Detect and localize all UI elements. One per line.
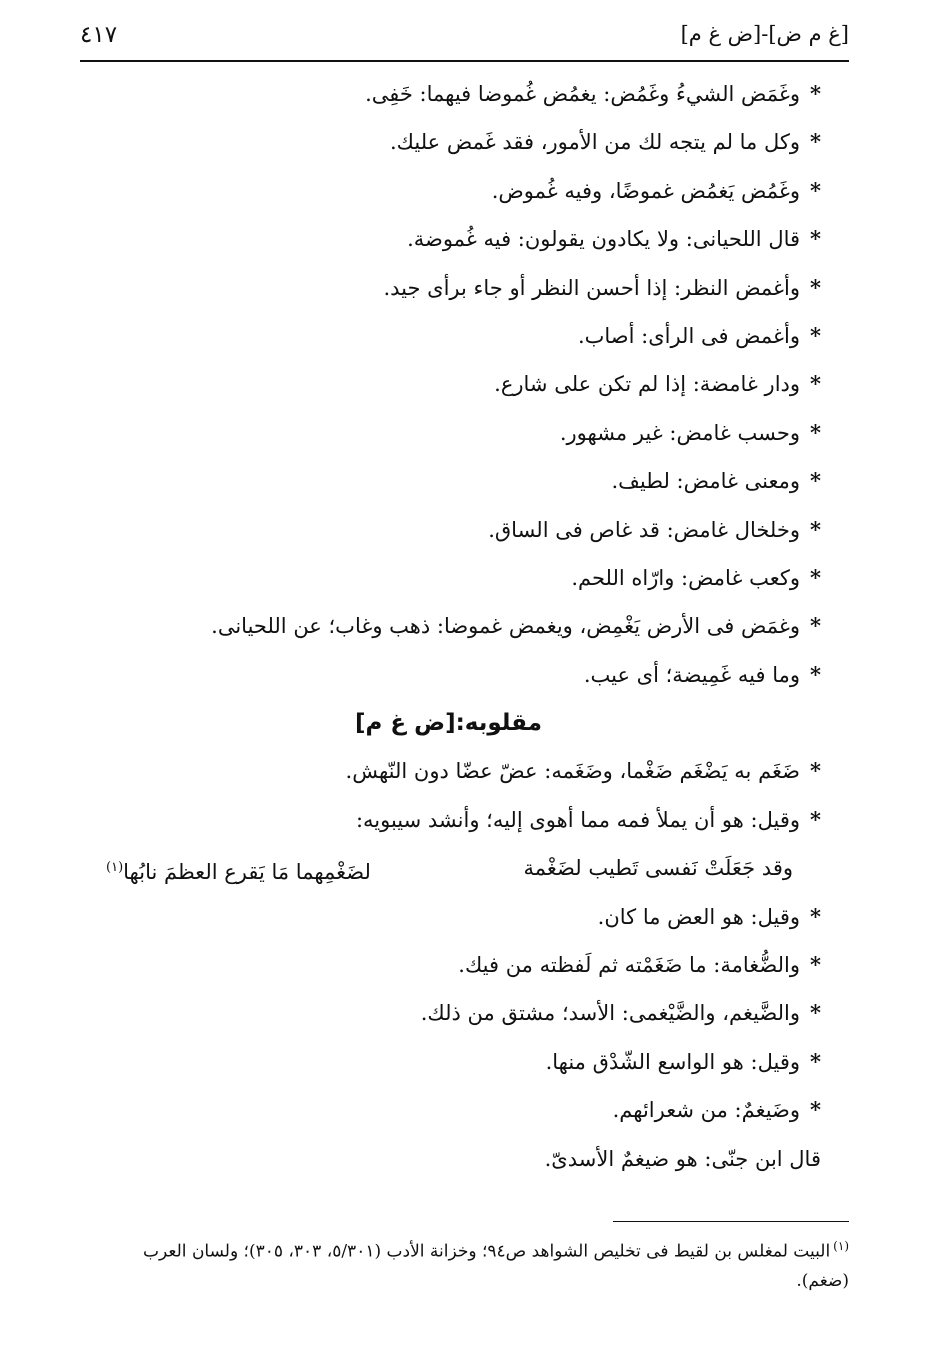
entries-group-daghm bbox=[76, 747, 821, 844]
entry-bullet: * bbox=[810, 564, 821, 590]
entry-text: وخلخال غامض: قد غاص فى الساق. bbox=[488, 517, 801, 542]
verse-first-hemistich: وقد جَعَلَتْ نَفسى تَطيب لضَغْمة bbox=[523, 856, 793, 881]
closing-line: قال ابن جنّى: هو ضيغمٌ الأسدىّ. bbox=[544, 1146, 821, 1171]
entries-group-daigham bbox=[76, 893, 821, 1135]
entry-text: وكل ما لم يتجه لك من الأمور، فقد غَمض عليك. bbox=[389, 130, 801, 155]
entry-line bbox=[76, 989, 821, 1037]
verse-second-hemistich bbox=[106, 844, 371, 896]
entry-bullet: * bbox=[810, 468, 821, 494]
entry-bullet: * bbox=[810, 613, 821, 639]
footnote bbox=[89, 1232, 849, 1296]
entry-bullet: * bbox=[810, 516, 821, 542]
entry-line bbox=[76, 602, 821, 650]
footnote-reference: (١) bbox=[106, 860, 124, 876]
entry-line bbox=[76, 167, 821, 215]
entry-bullet: * bbox=[810, 371, 821, 397]
entry-bullet: * bbox=[810, 226, 821, 252]
entry-line bbox=[76, 747, 821, 795]
entry-line bbox=[76, 70, 821, 118]
entry-line bbox=[76, 506, 821, 554]
entry-line bbox=[76, 941, 821, 989]
entry-text: وغَمُض يَغمُض غموضًا، وفيه غُموض. bbox=[491, 178, 801, 203]
entry-line bbox=[76, 264, 821, 312]
entry-text: وأغمض فى الرأى: أصاب. bbox=[577, 323, 801, 348]
entry-bullet: * bbox=[810, 129, 821, 155]
entry-bullet: * bbox=[810, 1048, 821, 1074]
entry-line bbox=[76, 118, 821, 166]
entry-bullet: * bbox=[810, 758, 821, 784]
entry-text: وغَمَض الشيءُ وغَمُض: يغمُض غُموضا فيهما: خَفِى. bbox=[365, 82, 801, 106]
entry-text: وغمَض فى الأرض يَغْمِض، ويغمض غموضا: ذهب وغاب؛ عن اللحيانى. bbox=[211, 614, 801, 639]
entry-text: ومعنى غامض: لطيف. bbox=[611, 469, 801, 494]
entry-text: وضَيغمٌ: من شعرائهم. bbox=[612, 1098, 801, 1123]
footnote-marker: (١) bbox=[833, 1239, 849, 1253]
header-divider bbox=[80, 60, 849, 62]
section-heading: مقلوبه:[ض غ م] bbox=[355, 710, 542, 737]
entry-bullet: * bbox=[810, 661, 821, 687]
entry-text: قال اللحيانى: ولا يكادون يقولون: فيه غُموضة. bbox=[407, 227, 801, 252]
entry-bullet: * bbox=[810, 419, 821, 445]
header-root-title: [غ م ض]-[ض غ م] bbox=[680, 22, 849, 46]
entry-line bbox=[76, 651, 821, 699]
running-header bbox=[80, 22, 849, 56]
entry-bullet: * bbox=[810, 274, 821, 300]
entry-line bbox=[76, 457, 821, 505]
entry-line bbox=[76, 1086, 821, 1134]
entry-text: وقيل: هو الواسع الشّدْق منها. bbox=[545, 1049, 801, 1074]
main-text bbox=[76, 70, 821, 1183]
entry-text: وقيل: هو أن يملأ فمه مما أهوى إليه؛ وأنشد سيبويه: bbox=[355, 807, 801, 832]
entry-line bbox=[76, 1038, 821, 1086]
entry-text: والضَّيغم، والضَّيْغمى: الأسد؛ مشتق من ذلك. bbox=[420, 1001, 801, 1026]
entry-line bbox=[76, 215, 821, 263]
entry-line bbox=[76, 312, 821, 360]
entry-bullet: * bbox=[810, 322, 821, 348]
entries-group-ghamad bbox=[76, 70, 821, 699]
entry-bullet: * bbox=[810, 1097, 821, 1123]
entry-bullet: * bbox=[810, 1000, 821, 1026]
entry-bullet: * bbox=[810, 177, 821, 203]
entry-text: وأغمض النظر: إذا أحسن النظر أو جاء برأى جيد. bbox=[383, 275, 801, 300]
entry-text: ضَغَم به يَضْغَم ضَغْما، وضَغَمه: عضّ عضّا دون النّهش. bbox=[345, 759, 801, 784]
poetry-verse bbox=[76, 844, 821, 892]
entry-line bbox=[76, 360, 821, 408]
entry-bullet: * bbox=[810, 903, 821, 929]
entry-text: وما فيه غَمِيضة؛ أى عيب. bbox=[583, 662, 801, 687]
entry-bullet: * bbox=[810, 806, 821, 832]
entry-line bbox=[76, 893, 821, 941]
entry-bullet: * bbox=[810, 952, 821, 978]
verse-second-hemistich-text: لضَغْمِهما مَا يَقرع العظمَ نابُها bbox=[123, 860, 371, 885]
entry-text: وحسب غامض: غير مشهور. bbox=[559, 420, 801, 445]
entry-line bbox=[76, 796, 821, 844]
entry-text: ودار غامضة: إذا لم تكن على شارع. bbox=[494, 372, 801, 397]
entry-text: وكعب غامض: وارّاه اللحم. bbox=[571, 565, 801, 590]
entry-text: وقيل: هو العض ما كان. bbox=[597, 904, 801, 929]
entry-text: والضُّغامة: ما ضَغَمْته ثم لَفظته من فيك. bbox=[458, 953, 801, 978]
entry-bullet: * bbox=[810, 81, 821, 106]
entry-line bbox=[76, 554, 821, 602]
footnote-text: البيت لمغلس بن لقيط فى تخليص الشواهد ص٩٤؛ وخزانة الأدب (٥/٣٠١، ٣٠٣، ٣٠٥)؛ ولسان العرب (ضغم). bbox=[143, 1241, 849, 1291]
entry-line bbox=[76, 409, 821, 457]
page-number: ٤١٧ bbox=[80, 22, 118, 48]
footnote-divider bbox=[613, 1221, 849, 1222]
